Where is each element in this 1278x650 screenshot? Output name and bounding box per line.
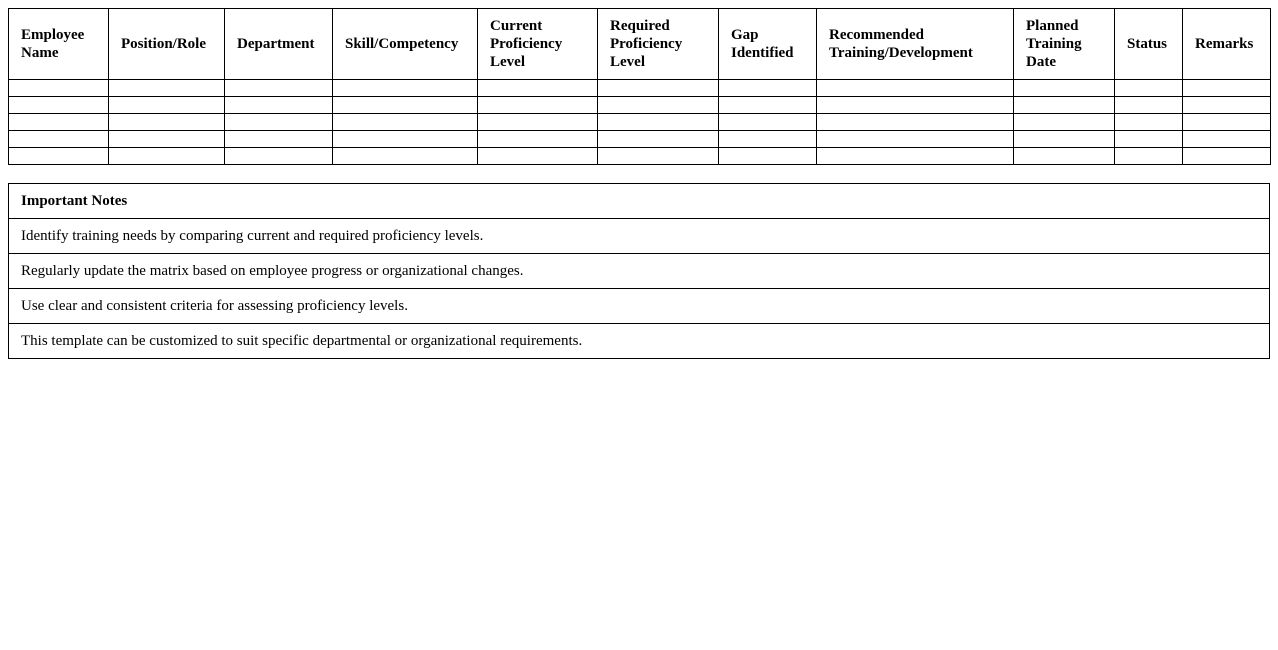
table-cell — [478, 80, 598, 97]
table-cell — [598, 80, 719, 97]
notes-heading-row — [9, 184, 1270, 219]
table-cell — [225, 97, 333, 114]
important-notes-table — [8, 183, 1270, 359]
note-row — [9, 219, 1270, 254]
table-cell — [1183, 148, 1271, 165]
table-cell — [225, 80, 333, 97]
table-cell — [817, 131, 1014, 148]
table-cell — [1014, 148, 1115, 165]
header-recommended-training: Recommended Training/Development — [817, 9, 1014, 80]
table-cell — [109, 131, 225, 148]
table-cell — [719, 131, 817, 148]
table-cell — [598, 148, 719, 165]
table-cell — [333, 80, 478, 97]
table-row — [9, 114, 1271, 131]
table-cell — [1183, 114, 1271, 131]
table-cell — [225, 114, 333, 131]
table-cell — [478, 131, 598, 148]
table-cell — [1115, 97, 1183, 114]
note-row — [9, 254, 1270, 289]
header-employee-name: Employee Name — [9, 9, 109, 80]
table-cell — [333, 148, 478, 165]
table-cell — [817, 97, 1014, 114]
table-row — [9, 80, 1271, 97]
table-cell — [598, 131, 719, 148]
note-item: Identify training needs by comparing current and required proficiency levels. — [9, 219, 1270, 254]
table-cell — [817, 80, 1014, 97]
table-cell — [333, 97, 478, 114]
note-item: This template can be customized to suit specific departmental or organizational requirements. — [9, 324, 1270, 359]
table-cell — [1183, 80, 1271, 97]
table-cell — [817, 148, 1014, 165]
table-cell — [1014, 114, 1115, 131]
table-row — [9, 131, 1271, 148]
table-cell — [1014, 80, 1115, 97]
table-cell — [1115, 131, 1183, 148]
header-status: Status — [1115, 9, 1183, 80]
table-cell — [1014, 131, 1115, 148]
table-cell — [109, 148, 225, 165]
table-cell — [109, 114, 225, 131]
note-row — [9, 324, 1270, 359]
header-position-role: Position/Role — [109, 9, 225, 80]
table-cell — [478, 97, 598, 114]
table-cell — [9, 131, 109, 148]
table-cell — [1115, 80, 1183, 97]
table-cell — [1115, 148, 1183, 165]
table-cell — [1115, 114, 1183, 131]
table-cell — [719, 148, 817, 165]
table-cell — [1014, 97, 1115, 114]
header-row — [9, 9, 1271, 80]
note-row — [9, 289, 1270, 324]
table-cell — [719, 97, 817, 114]
header-remarks: Remarks — [1183, 9, 1271, 80]
table-row — [9, 97, 1271, 114]
header-department: Department — [225, 9, 333, 80]
table-cell — [478, 148, 598, 165]
table-cell — [598, 97, 719, 114]
note-item: Regularly update the matrix based on employee progress or organizational changes. — [9, 254, 1270, 289]
notes-heading: Important Notes — [9, 184, 1270, 219]
table-cell — [1183, 97, 1271, 114]
table-cell — [598, 114, 719, 131]
training-needs-matrix — [8, 8, 1271, 165]
table-cell — [9, 148, 109, 165]
table-cell — [109, 80, 225, 97]
table-cell — [225, 148, 333, 165]
table-cell — [478, 114, 598, 131]
table-cell — [719, 114, 817, 131]
table-cell — [333, 114, 478, 131]
table-row — [9, 148, 1271, 165]
table-cell — [9, 80, 109, 97]
header-current-proficiency: Current Proficiency Level — [478, 9, 598, 80]
table-cell — [1183, 131, 1271, 148]
table-cell — [109, 97, 225, 114]
header-gap-identified: Gap Identified — [719, 9, 817, 80]
table-cell — [719, 80, 817, 97]
table-cell — [333, 131, 478, 148]
header-planned-training-date: Planned Training Date — [1014, 9, 1115, 80]
note-item: Use clear and consistent criteria for assessing proficiency levels. — [9, 289, 1270, 324]
header-skill-competency: Skill/Competency — [333, 9, 478, 80]
table-cell — [9, 97, 109, 114]
table-cell — [817, 114, 1014, 131]
header-required-proficiency: Required Proficiency Level — [598, 9, 719, 80]
table-cell — [9, 114, 109, 131]
table-cell — [225, 131, 333, 148]
